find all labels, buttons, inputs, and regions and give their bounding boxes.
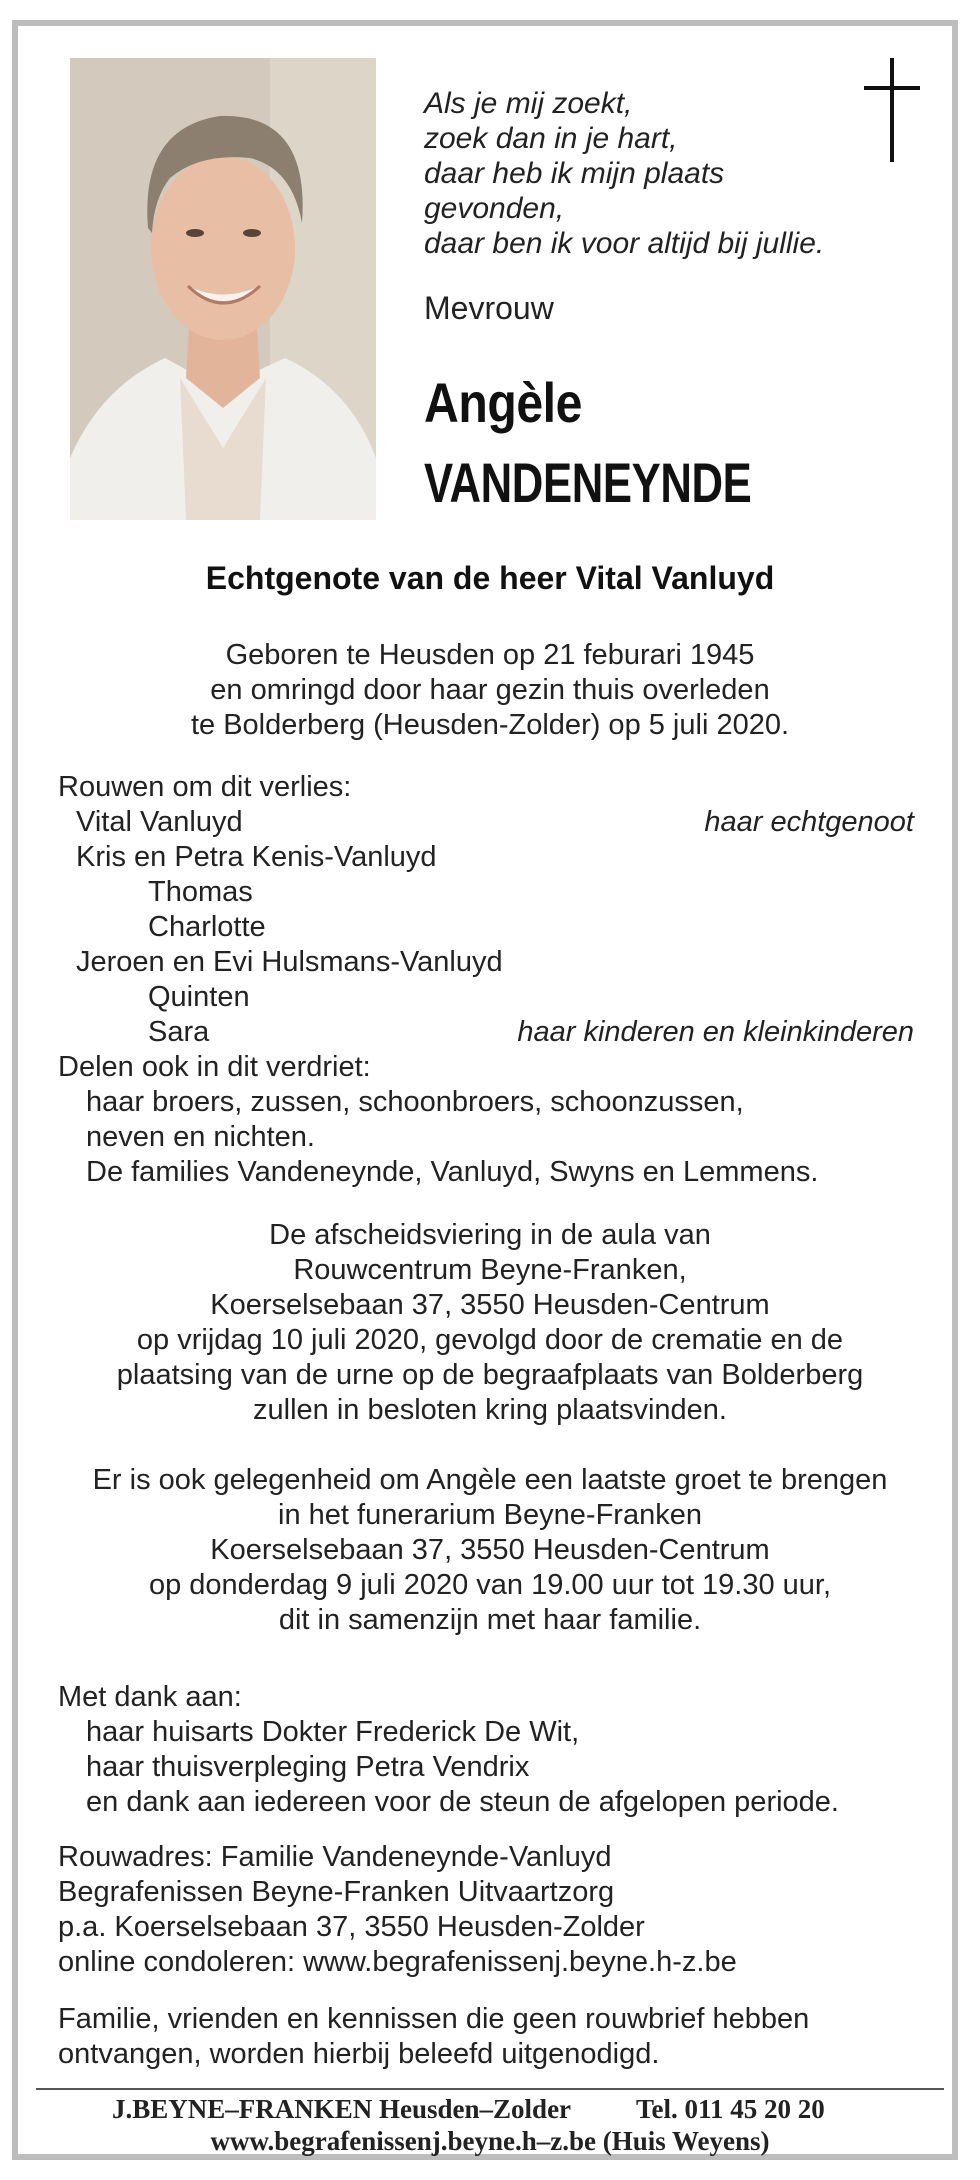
cross-icon	[862, 58, 922, 162]
mourners-heading: Rouwen om dit verlies:	[58, 771, 352, 803]
address-line: Begrafenissen Beyne-Franken Uitvaartzorg	[58, 1876, 615, 1908]
poem-line: zoek dan in je hart,	[424, 122, 678, 155]
footer-website[interactable]: www.begrafenissenj.beyne.h–z.be (Huis Weyens)	[210, 2126, 770, 2156]
footer-phone: Tel. 011 45 20 20	[636, 2094, 825, 2124]
thanks-line: en dank aan iedereen voor de steun de afgelopen periode.	[86, 1786, 839, 1818]
mourner-grandchild: Thomas	[148, 876, 253, 908]
poem-line: gevonden,	[424, 192, 565, 225]
ceremony-line: Rouwcentrum Beyne-Franken,	[293, 1254, 687, 1286]
mourner-grandchild: Quinten	[148, 981, 250, 1013]
farewell-line: dit in samenzijn met haar familie.	[278, 1604, 702, 1636]
birth-death-block	[40, 638, 940, 743]
last-name: VANDENEYNDE	[424, 451, 752, 514]
mourner-family: Jeroen en Evi Hulsmans-Vanluyd	[76, 946, 503, 978]
birth-line: en omringd door haar gezin thuis overleden	[210, 674, 770, 706]
portrait-photo	[70, 58, 376, 520]
footer-company-row	[0, 2082, 980, 2124]
address-line: Rouwadres: Familie Vandeneynde-Vanluyd	[58, 1841, 612, 1873]
thanks-heading: Met dank aan:	[58, 1681, 242, 1713]
mourner-children-role: haar kinderen en kleinkinderen	[517, 1016, 914, 1048]
invitation-line: Familie, vrienden en kennissen die geen rouwbrief hebben	[58, 2003, 810, 2035]
mourner-grandchild: Sara	[148, 1016, 210, 1048]
mourner-grandchild: Charlotte	[148, 911, 266, 943]
farewell-line: Koerselsebaan 37, 3550 Heusden-Centrum	[210, 1534, 770, 1566]
mourner-family: Kris en Petra Kenis-Vanluyd	[76, 841, 437, 873]
invitation-line: ontvangen, worden hierbij beleefd uitgenodigd.	[58, 2038, 660, 2070]
farewell-line: Er is ook gelegenheid om Angèle een laatste groet te brengen	[92, 1464, 888, 1496]
honorific: Mevrouw	[424, 290, 554, 326]
farewell-line: in het funerarium Beyne-Franken	[278, 1499, 702, 1531]
address-line: p.a. Koerselsebaan 37, 3550 Heusden-Zolder	[58, 1911, 645, 1943]
spouse-line: Echtgenote van de heer Vital Vanluyd	[205, 560, 775, 596]
ceremony-block	[40, 1218, 940, 1428]
first-name: Angèle	[424, 371, 582, 434]
ceremony-line: zullen in besloten kring plaatsvinden.	[253, 1394, 727, 1426]
thanks-line: haar huisarts Dokter Frederick De Wit,	[86, 1716, 580, 1748]
farewell-line: op donderdag 9 juli 2020 van 19.00 uur tot 19.30 uur,	[148, 1569, 832, 1601]
poem	[424, 86, 844, 261]
sharing-line: haar broers, zussen, schoonbroers, schoonzussen,	[86, 1086, 744, 1118]
farewell-block	[40, 1463, 940, 1638]
ceremony-line: op vrijdag 10 juli 2020, gevolgd door de crematie en de	[136, 1324, 844, 1356]
condolence-link[interactable]: online condoleren: www.begrafenissenj.beyne.h-z.be	[58, 1946, 737, 1978]
birth-line: te Bolderberg (Heusden-Zolder) op 5 juli 2020.	[190, 709, 790, 741]
thanks-line: haar thuisverpleging Petra Vendrix	[86, 1751, 530, 1783]
ceremony-line: De afscheidsviering in de aula van	[269, 1219, 711, 1251]
ceremony-line: plaatsing van de urne op de begraafplaats van Bolderberg	[116, 1359, 864, 1391]
poem-line: daar ben ik voor altijd bij jullie.	[424, 227, 825, 260]
poem-line: Als je mij zoekt,	[424, 87, 633, 120]
sharing-line: De families Vandeneynde, Vanluyd, Swyns en Lemmens.	[86, 1156, 819, 1188]
birth-line: Geboren te Heusden op 21 feburari 1945	[225, 639, 755, 671]
ceremony-line: Koerselsebaan 37, 3550 Heusden-Centrum	[210, 1289, 770, 1321]
poem-line: daar heb ik mijn plaats	[424, 157, 725, 190]
footer-company: J.BEYNE–FRANKEN Heusden–Zolder	[112, 2094, 572, 2124]
mourner-spouse: Vital Vanluyd	[76, 806, 243, 838]
sharing-heading: Delen ook in dit verdriet:	[58, 1051, 371, 1083]
mourner-spouse-role: haar echtgenoot	[704, 806, 914, 838]
sharing-line: neven en nichten.	[86, 1121, 315, 1153]
